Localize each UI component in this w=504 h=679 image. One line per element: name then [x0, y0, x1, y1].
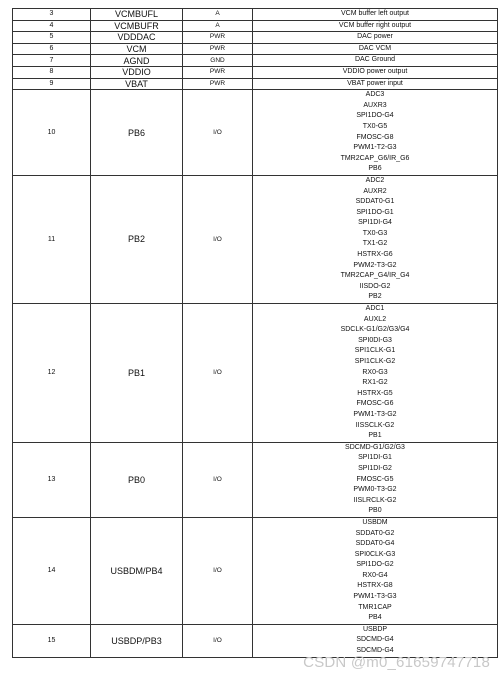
- table-row: [13, 32, 498, 44]
- table-row: [13, 43, 498, 55]
- pin-function: SDCMD-G4: [356, 636, 394, 644]
- pin-function: DAC VCM: [358, 44, 392, 52]
- pin-function: ADC2: [365, 176, 385, 184]
- pin-name: VCMBUFR: [91, 20, 183, 32]
- pin-function: PWM1-T3-G3: [353, 593, 397, 601]
- pin-function: SDDAT0-G4: [355, 540, 395, 548]
- pin-number: 6: [13, 43, 91, 55]
- pin-name: PB0: [91, 442, 183, 517]
- pin-functions: [253, 175, 498, 303]
- pin-function: SPI1DO-G4: [356, 112, 394, 120]
- pin-functions: [253, 78, 498, 90]
- pin-functions: [253, 624, 498, 657]
- pin-function: RX1-G2: [362, 379, 388, 387]
- pin-table-body: [13, 9, 498, 658]
- table-row: [13, 55, 498, 67]
- pin-name: VBAT: [91, 78, 183, 90]
- pin-function: SPI1DO-G1: [356, 208, 394, 216]
- pin-number: 11: [13, 175, 91, 303]
- pin-function: AUXR2: [363, 187, 387, 195]
- pin-number: 14: [13, 517, 91, 624]
- pin-function: FMOSC-G5: [356, 475, 394, 483]
- pin-type: A: [183, 9, 253, 21]
- pin-function: SPI1CLK-G2: [354, 358, 396, 365]
- pin-function: IISLRCLK-G2: [353, 496, 397, 504]
- table-row: [13, 78, 498, 90]
- pin-functions: [253, 43, 498, 55]
- pin-type: A: [183, 20, 253, 32]
- pin-function: DAC Ground: [354, 56, 396, 64]
- pin-type: PWR: [183, 78, 253, 90]
- pin-function: VCM buffer right output: [338, 21, 412, 29]
- pin-function: PWM1-T2-G3: [353, 144, 397, 152]
- pin-type: I/O: [183, 304, 253, 443]
- pin-name: VCM: [91, 43, 183, 55]
- pin-function: TX0-G5: [362, 122, 388, 130]
- pin-function: SPI1DI-G1: [358, 454, 392, 462]
- pin-function: ADC3: [365, 91, 385, 99]
- pin-name: AGND: [91, 55, 183, 67]
- pin-type: PWR: [183, 32, 253, 44]
- pin-type: I/O: [183, 624, 253, 657]
- pin-function: PB6: [368, 165, 382, 173]
- table-row: [13, 90, 498, 176]
- table-row: [13, 20, 498, 32]
- pin-function: PB1: [368, 432, 382, 440]
- pin-function: AUXL2: [363, 315, 387, 323]
- table-row: [13, 442, 498, 517]
- pin-function: SPI0CLK-G3: [354, 550, 396, 558]
- pin-name: PB2: [91, 175, 183, 303]
- pin-number: 10: [13, 90, 91, 176]
- pin-number: 5: [13, 32, 91, 44]
- pin-function: PWM0-T3-G2: [353, 486, 397, 494]
- pin-description-table: [12, 8, 498, 658]
- pin-function: VBAT power input: [347, 79, 403, 87]
- pin-function: HSTRX-G6: [357, 251, 393, 259]
- pin-function: TMR2CAP_G6/IR_G6: [340, 154, 410, 162]
- pin-function: TX1-G2: [362, 240, 388, 248]
- pin-functions: [253, 32, 498, 44]
- pin-type: I/O: [183, 517, 253, 624]
- pin-function: DAC power: [357, 33, 393, 41]
- pin-function: FMOSC-G6: [356, 400, 394, 408]
- pin-function: USBDM: [362, 518, 388, 526]
- pin-functions: [253, 90, 498, 176]
- pin-name: USBDP/PB3: [91, 624, 183, 657]
- pin-function: PB2: [368, 293, 382, 301]
- pin-function: PWM1-T3-G2: [353, 410, 397, 418]
- pin-type: PWR: [183, 43, 253, 55]
- pin-function: RX0-G4: [362, 571, 388, 579]
- pin-name: PB1: [91, 304, 183, 443]
- pin-functions: [253, 517, 498, 624]
- pin-number: 4: [13, 20, 91, 32]
- pin-type: I/O: [183, 175, 253, 303]
- pin-number: 3: [13, 9, 91, 21]
- pin-type: I/O: [183, 90, 253, 176]
- pin-function: FMOSC-G8: [356, 133, 394, 141]
- pin-functions: [253, 55, 498, 67]
- pin-number: 15: [13, 624, 91, 657]
- pin-function: TMR2CAP_G4/IR_G4: [340, 272, 410, 280]
- pin-function: VCM buffer left output: [341, 10, 409, 17]
- pin-name: VDDIO: [91, 66, 183, 78]
- pin-function: HSTRX-G8: [357, 582, 393, 590]
- pin-function: TMR1CAP: [358, 603, 392, 611]
- pin-name: PB6: [91, 90, 183, 176]
- pin-function: RX0-G3: [362, 368, 388, 376]
- pin-functions: [253, 66, 498, 78]
- pin-number: 12: [13, 304, 91, 443]
- pin-number: 9: [13, 78, 91, 90]
- table-row: [13, 517, 498, 624]
- pin-function: TX0-G3: [362, 229, 388, 237]
- pin-functions: [253, 442, 498, 517]
- pin-type: I/O: [183, 442, 253, 517]
- pin-function: AUXR3: [363, 101, 387, 109]
- pin-function: PWM2-T3-G2: [353, 261, 397, 269]
- pin-function: PB4: [368, 614, 382, 622]
- table-row: [13, 9, 498, 21]
- table-row: [13, 175, 498, 303]
- pin-functions: [253, 304, 498, 443]
- pin-function: ADC1: [365, 305, 385, 313]
- pin-name: VDDDAC: [91, 32, 183, 44]
- watermark: CSDN @m0_61659747718: [303, 654, 490, 671]
- pin-function: HSTRX-G5: [357, 389, 393, 397]
- pin-function: IISDO-G2: [359, 282, 391, 290]
- table-row: [13, 66, 498, 78]
- pin-function: SPI1DI-G2: [358, 464, 392, 472]
- pin-function: SPI1DI-G4: [358, 219, 392, 227]
- pin-number: 7: [13, 55, 91, 67]
- pin-name: USBDM/PB4: [91, 517, 183, 624]
- pin-number: 13: [13, 442, 91, 517]
- pin-function: VDDIO power output: [342, 67, 408, 75]
- pin-type: PWR: [183, 66, 253, 78]
- pin-functions: [253, 20, 498, 32]
- pin-number: 8: [13, 66, 91, 78]
- pin-type: GND: [183, 55, 253, 67]
- pin-function: SDDAT0-G2: [355, 529, 395, 537]
- table-row: [13, 624, 498, 657]
- pin-functions: [253, 9, 498, 21]
- pin-function: USBDP: [362, 625, 388, 633]
- pin-function: IISSCLK-G2: [355, 421, 395, 429]
- pin-function: SDDAT0-G1: [355, 198, 395, 206]
- pin-function: PB0: [368, 507, 382, 515]
- pin-function: SDCMD-G1/G2/G3: [345, 443, 405, 451]
- pin-function: SPI0DI-G3: [358, 336, 392, 344]
- pin-function: SDCLK-G1/G2/G3/G4: [340, 326, 410, 334]
- pin-function: SDCMD-G4: [356, 647, 394, 655]
- pin-function: SPI1CLK-G1: [354, 347, 396, 355]
- pin-name: VCMBUFL: [91, 9, 183, 21]
- pin-function: SPI1DO-G2: [356, 561, 394, 569]
- table-row: [13, 304, 498, 443]
